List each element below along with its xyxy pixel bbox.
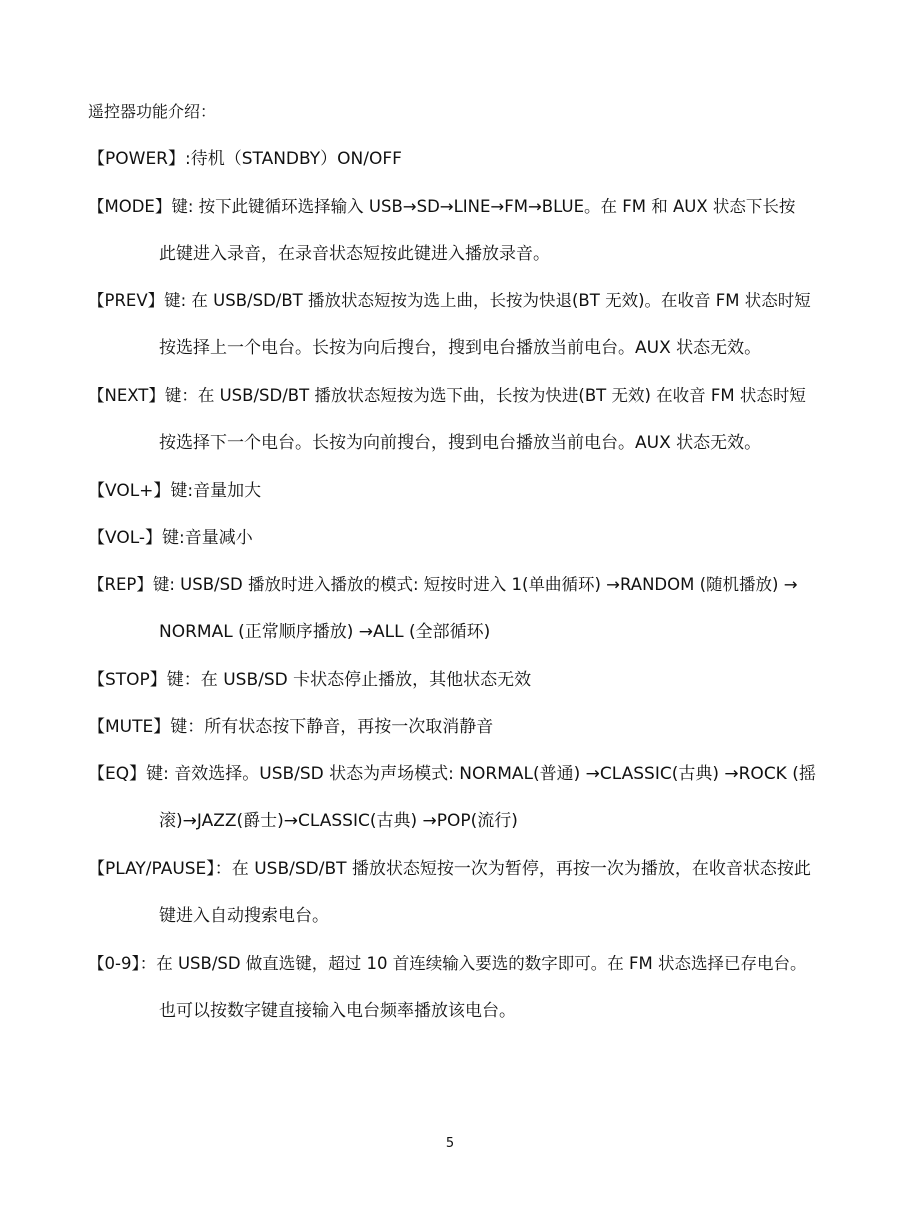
entry-line: 【VOL+】键:音量加大 [88,481,262,501]
entry-line: 【PREV】键: 在 USB/SD/BT 播放状态短按为选上曲，长按为快退(BT 无效)。在收音 FM 状态时短 [88,291,811,310]
entry-vol-minus [88,526,816,550]
entry-prev [88,289,816,360]
entry-stop [88,668,816,692]
entry-line: 【MODE】键: 按下此键循环选择输入 USB→SD→LINE→FM→BLUE。在 FM 和 AUX 状态下长按 [88,197,796,216]
entry-next [88,384,816,455]
entry-rep [88,573,816,644]
entry-play-pause [88,857,816,928]
entry-line: 按选择上一个电台。长按为向后搜台，搜到电台播放当前电台。AUX 状态无效。 [159,338,762,358]
entry-eq [88,762,816,833]
entry-line: 此键进入录音，在录音状态短按此键进入播放录音。 [159,244,550,264]
entry-line: 也可以按数字键直接输入电台频率播放该电台。 [159,1001,516,1021]
entry-line: 【VOL-】键:音量减小 [88,528,253,548]
entry-line: 【PLAY/PAUSE】：在 USB/SD/BT 播放状态短按一次为暂停，再按一次为播放，在收音状态按此 [88,859,811,879]
entry-line: 【REP】键: USB/SD 播放时进入播放的模式: 短按时进入 1(单曲循环) →RANDOM (随机播放) → [88,575,798,594]
entry-vol-plus [88,479,816,503]
entry-line: NORMAL (正常顺序播放) →ALL (全部循环) [159,622,491,642]
entry-digits [88,952,816,1023]
section-heading: 遥控器功能介绍： [88,102,217,121]
entry-line: 【0-9】：在 USB/SD 做直选键，超过 10 首连续输入要选的数字即可。在 FM 状态选择已存电台。 [88,954,807,973]
entry-line: 按选择下一个电台。长按为向前搜台，搜到电台播放当前电台。AUX 状态无效。 [159,433,762,453]
entry-line: 【STOP】键：在 USB/SD 卡状态停止播放，其他状态无效 [88,670,532,690]
entry-line: 【NEXT】键：在 USB/SD/BT 播放状态短按为选下曲，长按为快进(BT 无效) 在收音 FM 状态时短 [88,386,806,405]
entry-line: 滚)→JAZZ(爵士)→CLASSIC(古典) →POP(流行) [159,811,518,831]
entry-mode [88,195,816,266]
entry-line: 键进入自动搜索电台。 [159,906,329,926]
entry-line: 【EQ】键: 音效选择。USB/SD 状态为声场模式: NORMAL(普通) →CLASSIC(古典) →ROCK (摇 [88,764,816,784]
page-number: 5 [445,1136,455,1151]
entry-line: 【POWER】:待机（STANDBY）ON/OFF [88,149,402,169]
entry-mute [88,715,816,739]
entry-line: 【MUTE】键：所有状态按下静音，再按一次取消静音 [88,717,494,737]
entry-power [88,147,816,171]
